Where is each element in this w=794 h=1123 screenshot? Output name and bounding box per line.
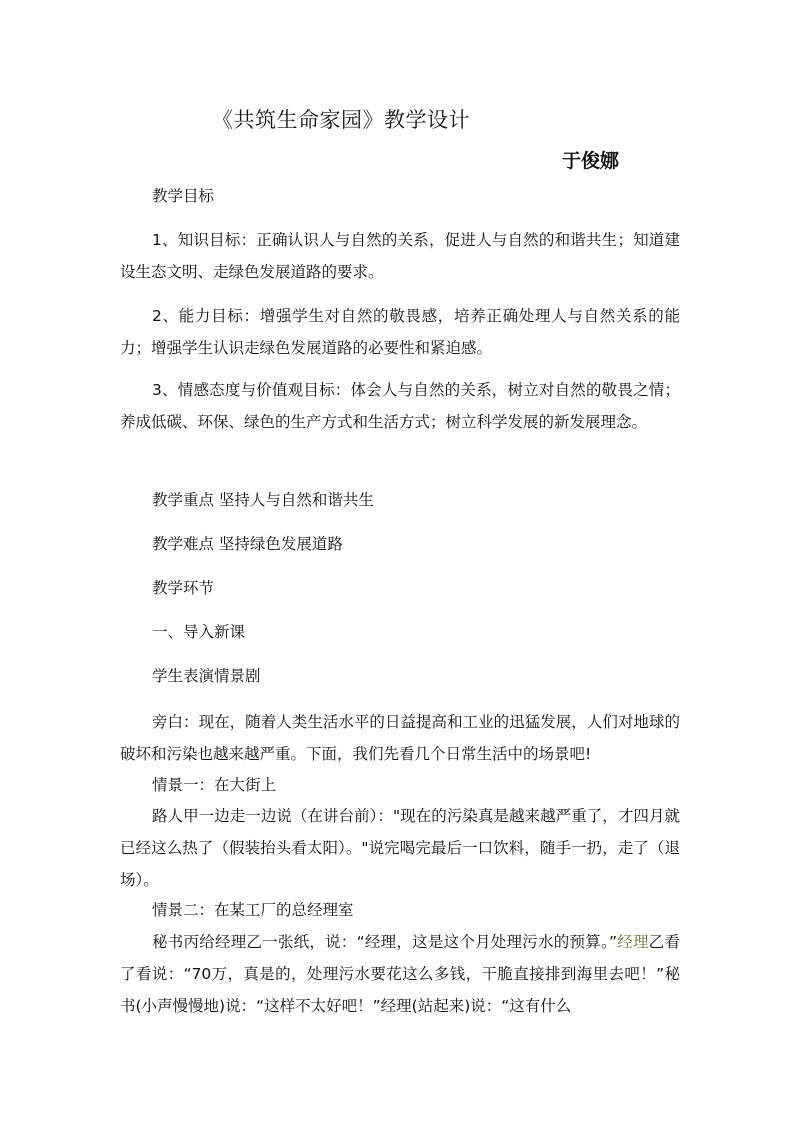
scene2-text-part2: 乙看了看说：“70万，真是的，处理污水要花这么多钱，干脆直接排到海里去吧！”秘书(小声慢慢地)说：“这样不太好吧！”经理(站起来)说：“这有什么: [120, 933, 680, 1015]
scene1-heading: 情景一：在大街上: [152, 776, 277, 794]
objective-knowledge: 1、知识目标：正确认识人与自然的关系，促进人与自然的和谐共生；知道建设生态文明、走绿色发展道路的要求。: [120, 231, 680, 281]
difficulty-point: 教学难点 坚持绿色发展道路: [152, 535, 343, 553]
narration-paragraph: 旁白：现在，随着人类生活水平的日益提高和工业的迅猛发展，人们对地球的破坏和污染也越来越严重。下面，我们先看几个日常生活中的场景吧!: [120, 713, 680, 763]
scene1-paragraph: 路人甲一边走一边说（在讲台前）："现在的污染真是越来越严重了，才四月就已经这么热了（假装抬头看太阳）。"说完喝完最后一口饮料，随手一扔，走了（退场）。: [120, 807, 680, 889]
process-heading: 教学环节: [152, 579, 215, 597]
objectives-heading: 教学目标: [152, 187, 215, 205]
objective-emotion: 3、情感态度与价值观目标：体会人与自然的关系，树立对自然的敬畏之情；养成低碳、环保、绿色的生产方式和生活方式；树立科学发展的新发展理念。: [120, 381, 680, 431]
scene2-text-highlight: 经理: [617, 933, 649, 951]
document-title: 《共筑生命家园》教学设计: [212, 108, 470, 132]
scene2-heading: 情景二：在某工厂的总经理室: [152, 901, 354, 919]
objective-ability: 2、能力目标：增强学生对自然的敬畏感，培养正确处理人与自然关系的能力；增强学生认识走绿色发展道路的必要性和紧迫感。: [120, 307, 680, 357]
scene2-paragraph: [120, 926, 680, 1022]
drama-heading: 学生表演情景剧: [152, 667, 261, 685]
author-name: 于俊娜: [562, 150, 620, 172]
section-heading-intro: 一、导入新课: [152, 623, 246, 641]
scene2-text-part1: 秘书丙给经理乙一张纸，说：“经理，这是这个月处理污水的预算。”: [152, 933, 618, 951]
key-point: 教学重点 坚持人与自然和谐共生: [152, 491, 374, 509]
